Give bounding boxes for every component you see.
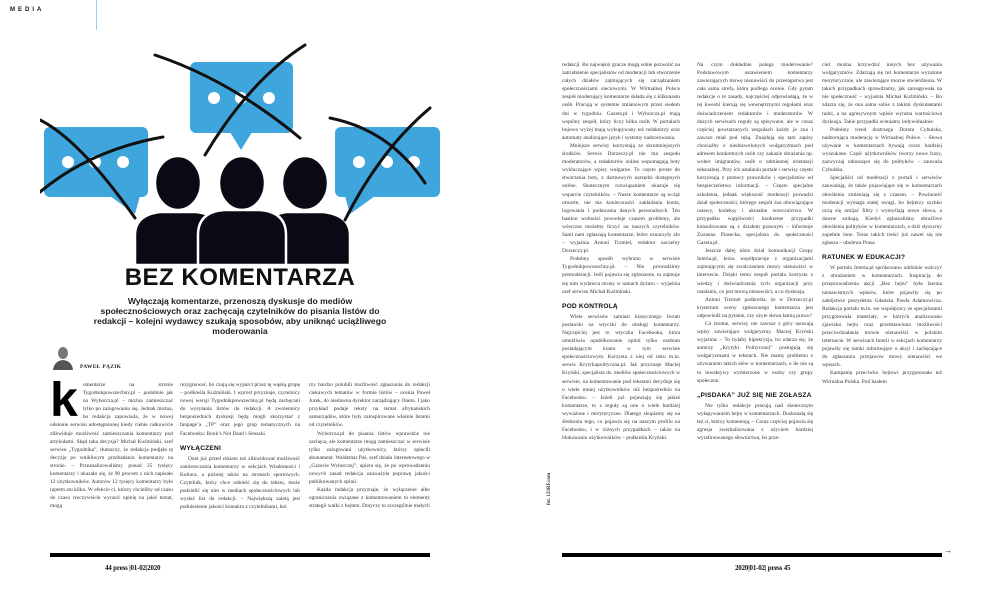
illustration [40, 20, 460, 265]
body-paragraph: Wiele serwisów zamiast klasycznego forum postawiło na wtyczki do obsługi komentarzy. Najczęściej jest to wtyczka Facebooka, która umożliwia opublikowanie opinii tylko osobom posiadającym konto w tym serwisie społecznościowym. Korzysta z niej od roku m.in. serwis Krytykapolityczna.pl. Jak przyznaje Maciej Kryński, specjalista ds. mediów społecznościowych w serwisie, na komentowanie pod tekstami decyduje się o wiele mniej użytkowników niż bezpośrednio na Facebooku. – Jeżeli już pojawiają się jakieś komentarze, to z reguły są one o wiele bardziej wyważone i merytoryczne. Dlatego skupiamy się na śledzeniu tego, co pojawia się na naszym profilu na Facebooku, i w różnych przypadkach – także na blokowaniu użytkowników – podkreśla Kryński. [562, 313, 680, 442]
body-paragraph: redakcji. Bo najwięksi gracze mogą sobie pozwolić na zatrudnienie specjalistów od moderacji lub stworzenie całych działów zajmujących się zarządzaniem społecznościami sieciowymi. W Wirtualnej Polsce zespół moderujący komentarze składa się z kilkunastu osób. Pracują w systemie zmianowym przez siedem dni w tygodniu. Gazeta.pl i Wyborcza.pl mają wspólny zespół, który liczy kilka osób. W portalach bojowo wyżej mają wykupywany też redaktorzy oraz automaty analizujące język i systemy nadzorowania. [562, 62, 680, 141]
article-subtitle: Wyłączają komentarze, przenoszą dyskusje do mediów społecznościowych oraz zachęcają czytelników do pisania listów do redakcji – kolejni wydawcy szukają sposobów, aby uniknąć uciążliwego moderowania [93, 296, 387, 336]
left-column-1 [50, 381, 173, 551]
body-paragraph: Każda redakcja przyznaje, że wyłączenie albo ograniczenia związane z komentowaniem to elementy strategii walki z hejtem. Dotyczy to szczególnie małych [309, 487, 430, 510]
right-column-2 [697, 61, 813, 552]
body-paragraph: Antoni Trzmiel podkreśla, że w Dorzeczy.pl kryterium oceny zgłoszonego komentarza jest odpowiedź na pytanie, czy użyte słowa łamią prawo? [697, 296, 813, 319]
body-paragraph: Mniejsze serwisy korzystają ze skromniejszych środków. Serwis Dorzeczy.pl nie ma zespołu moderatorów, a redaktorów online wspomagają boty wykluczające wpisy wulgarne. To często proste do stworzenia boty, z darmowych narzędzi dostępnych online. Skutecznym rozwiązaniem okazuje się wsparcie czytelników. – Nasze komentarze są wciąż otwarte, nie ma konieczności zakładania konta, logowania i podawania danych personalnych. Ten bastion wolności powoduje czasem problemy, ale wówczas możemy liczyć na naszych czytelników. Sami nam zgłaszają komentarze, które oznaczyły zło – wyjaśnia Antoni Trzmiel, redaktor naczelny Dorzeczy.pl. [562, 142, 680, 255]
left-column-2 [180, 381, 300, 551]
right-page-rule [562, 553, 942, 557]
speech-bubble-icon [335, 127, 440, 214]
body-paragraph: Podobny sposób wybrano w serwisie Tygodnikpowszechny.pl. – Nie prowadzimy premoderacji. Jeśli pojawia się zgłoszenie, to zajmuje się nim wydawca strony w ramach dyżuru – wyjaśnia szef serwisu Michał Kuźmiński. [562, 256, 680, 295]
body-paragraph: omentarze na stronie Tygodnikpowszechny.pl – podobnie jak na Wyborcza.pl – można zamieszczać tylko po zalogowaniu się. Jednak można, bo redakcja zapowiada, że w nowej odsłonie serwisu udostępnionej kiedy ciebie całkowicie zlikwiduje możliwość zamieszczania komentarzy pod artykułami. Skąd taka decyzja? Michał Kuźmiński, szef serwisu „Tygodnika”, tłumaczy, że redakcja podjęła tę decyzję po wnikliwym przebadaniu komentarzy na stronie. – Przeanalizowaliśmy ponad 35 tysięcy komentarzy i okazało się, że 90 procent z nich napisało 12 użytkowników. Autorów 12 tysięcy komentarzy było raptem stu kilku. W efekcie ci, którzy chcieliby od czasu do czasu rzeczywiście wyrazić opinię na jakiś temat, mogą [50, 382, 173, 510]
section-heading: RATUNEK W EDUKACJI? [822, 254, 906, 262]
body-paragraph: rzy bardzo polubili możliwość zgłaszania do redakcji ciekawych tematów w formie listów – ocenia Paweł Jurek, do niedawna dyrektor zarządzający Onetu. I jako przykład podaje teksty na temat afrykańskich samorządów, które były zainspirowane właśnie listami od czytelników. [309, 382, 430, 429]
body-paragraph: W portalu Interia.pl spróbowano oddolnie walczyć z obrażaniem w komentarzach. Inspiracją do przeprowadzenia akcji „Bez hejtu” była lawina nienawistnych wpisów, które pojawiły się po zabójstwie prezydenta Gdańska Pawła Adamowicza. Redakcja portalu m.in. we współpracy ze specjalistami przygotowała materiały, w których analizowano zjawisko hejtu oraz przedstawiono możliwości przeciwdziałania mowie nienawiści w polskim internecie. W serwisach Interii w sekcjach komentarzy pojawiły się ramki informujące o akcji i zachęcające do zgłaszania przejawów mowy nienawiści we wpisach. [822, 265, 942, 369]
body-paragraph: Podobny trend dostrzega Dorota Cybulska, nadzorująca moderację w Wirtualnej Polsce. – Słowa używane w komentarzach bywają coraz bardziej wyszukane. Część użytkowników tworzy nowe frazy, zazwyczaj odnoszące się do polityków – zauważa Cybulska. [822, 126, 942, 174]
body-paragraph: Jeszcze dalej idzie dział komunikacji Grupy Interia.pl, która współpracuje z organizacjami zajmującymi się zwalczaniem mowy nienawiści w internecie. Dzięki temu zespół portalu korzysta z wiedzy i doświadczenia tych organizacji przy ustalaniu, co jest mową nienawiści, a co dyskusją. [697, 248, 813, 295]
body-paragraph: Specjaliści od moderacji z portali i serwisów zauważają, że także pojawiające się w komentarzach określenia zmieniają się z czasem. – Powinność moderacji wymaga stałej uwagi, bo hejterzy szybko uczą się omijać filtry i wymyślają nowe słowa, a dawne znikają. Kiedyś zgłaszaliśmy obraźliwe określenia polityków w komentarzach, a dziś słyszymy zupełnie inne. Teraz takich treści już nawet się nie zgłasza – ubolewa Prasa. [822, 175, 942, 247]
continue-arrow-icon: → [944, 546, 952, 555]
right-page-folio: 2020|01-02| press 45 [735, 564, 791, 572]
author-avatar [50, 344, 76, 370]
section-heading: POD KONTROLĄ [562, 302, 618, 310]
drop-cap: k [50, 381, 78, 427]
speech-bubble-icon [44, 127, 148, 214]
body-paragraph: cież można krzywdzić innych bez używania wulgaryzmów. Zdarzają się też komentarze wyrażone merytorycznie, ale zawierające mocne stwierdzenia. W takich przypadkach sprawdzamy, jak zareagowała na nie społeczność – wyjaśnia Michał Kuźmiński. – Bo zdarza się, że ona sama sobie z takimi dyskutantami radzi, a na agresywnym wpisie wyrasta wartościowa dyskusja. Takie przypadki oceniamy indywidualnie. [822, 62, 942, 125]
body-paragraph: Onet już przed rokiem też zlikwidował możliwość zamieszczania komentarzy w sekcjach Wiadomości i Kultura, a później także na stronach sportowych. Czytelnik, który chce odnieść się do tekstu, może podzielić się nim w mediach społecznościowych lub wysłać list do redakcji. – Największą zaletą jest podniesienie jakości kontaktu z czytelnikami, któ [180, 455, 300, 511]
body-paragraph: Kampanię przeciwko hejtowi przygotowała też Wirtualna Polska. Pod hasłem [822, 370, 942, 385]
body-paragraph: Na czym dokładnie polega moderowanie? Podstawowym ustawieniem komentarzy zawierających mowę nienawiści do przestępstwa jest cała sama strefa, która podlega ocenie. Gdy pytam redakcje o te zasady, najczęściej odpowiadają, że w tej kwestii kierują się wewnętrznymi regułami oraz doświadczeniem redaktorów i moderatorów. W dużych serwisach reguły są spisywane, ale w coraz częściej powtarzanych zespołach każdy je zna i zawsze miał pod ręką. Znajdują się tam zapisy chociażby o niedozwolonych wulgaryzmach pod adresem konkretnych osób czy zakazie obrażania np. wobec imigrantów, osób o odmiennej orientacji seksualnej. Przy ich ustalaniu portale i serwisy często korzystają z pomocy prawników i specjalistów od bezpieczeństwa informacji. – Często specjalne szkolenia, jednak większość moderacji prowadzi dział społeczności, którego zespół zna obowiązujące ustawy, kodeksy i aktualne orzecznictwo. W przypadku wątpliwości konkretne przypadki konsultowane są z działem prawnym – informuje Zuzanna Piasecka, specjalista ds. społeczności Gazeta.pl. [697, 62, 813, 247]
people-group-icon [135, 156, 350, 265]
body-paragraph: rezygnować, bo czują się wyparci przez tę wąską grupę – podkreśla Kuźmiński. I wprost przyznaje, czytelnicy nowej wersji Tygodnikpowszechny.pl będą zachęcani do wysyłania listów do redakcji. A zwolennicy bezpośrednich dyskusji będą mogli skorzystać z fanpage’a „TP” oraz jego grup tematycznych na Facebooku: Book’s Not Dead i Sensaki. [180, 382, 300, 437]
photo-credit: fot. 123RF.com [547, 472, 552, 505]
left-page-rule [50, 553, 430, 557]
body-paragraph: Co istotne, serwisy nie zawsze z góry usuwają wpisy zawierające wulgaryzmy. Maciej Kryński wyjaśnia: – To byłaby hipokryzja, bo zdarza się, że autorzy „Krytyki Politycznej” posługują się wulgaryzmami w tekstach. Nie mamy problemu z używaniem takich słów w komentarzach, o ile nie są to inwektywy wymierzone w osoby czy grupy społeczne. [697, 321, 813, 384]
section-heading: „PISDAKA” JUŻ SIĘ NIE ZGŁASZA [697, 391, 812, 399]
body-paragraph: Nie tylko redakcje pracują nad skutecznym wyłapywaniem hejtu w komentarzach. Doskonalą się też ci, którzy komentują. – Coraz częściej pojawia się agresja zwerbalizowana z użyciem bardziej wyrafinowanego słownictwa, bo prze- [697, 402, 813, 442]
author-name: PAWEŁ PĄZIK [80, 364, 122, 370]
left-column-3 [309, 381, 430, 551]
body-paragraph: Wyborcza.pl do pisania listów wprawdzie nie zachęca, ale komentarze mogą zamieszczać w serwisie tylko zalogowani użytkownicy, którzy opłacili abonament. Waldemar Paś, szef działu internetowego w „Gazecie Wyborczej”, upiera się, że po wprowadzeniu nowych zasad redakcja zauważyła poprawę jakości publikowanych opinii. [309, 430, 430, 486]
section-label: MEDIA [10, 7, 45, 13]
section-heading: WYŁĄCZENI [180, 444, 221, 452]
right-column-3 [822, 61, 942, 552]
right-column-1 [562, 61, 680, 552]
left-page-folio: 44 press |01-02|2020 [105, 564, 161, 572]
article-title: BEZ KOMENTARZA [124, 264, 356, 291]
